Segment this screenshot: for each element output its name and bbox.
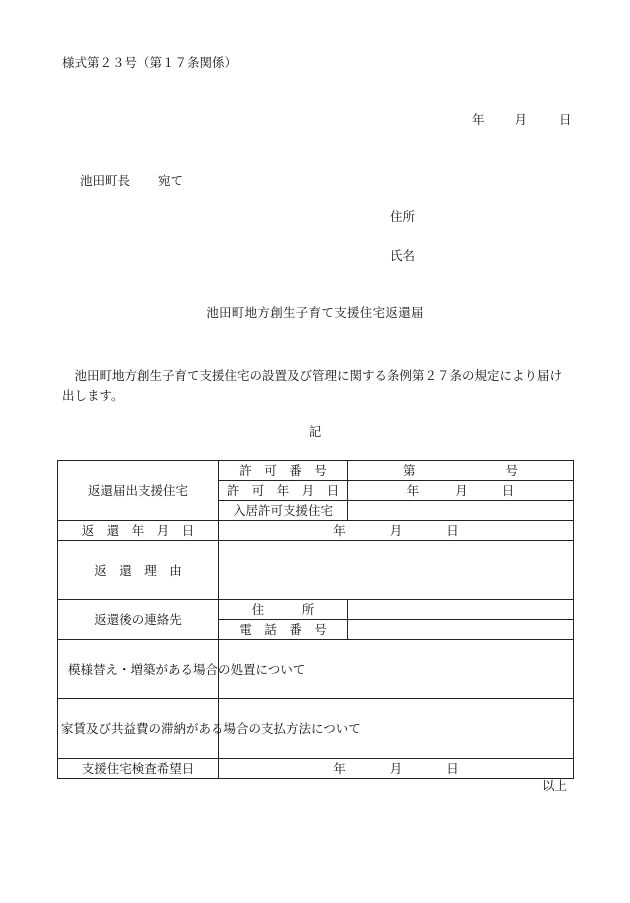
document-title: 池田町地方創生子育て支援住宅返還届 (206, 305, 424, 320)
contact-phone-field[interactable] (348, 620, 574, 640)
return-month: 月 (389, 523, 403, 538)
arrears-label: 家賃及び共益費の滞納がある場合の支払方法について (58, 699, 219, 759)
permit-month: 月 (455, 483, 468, 498)
return-date-field[interactable] (219, 521, 574, 541)
closing-mark: 以上 (542, 778, 568, 793)
return-year: 年 (333, 523, 346, 538)
addressee-name: 池田町長 (80, 173, 131, 188)
remodel-label: 模様替え・増築がある場合の処置について (58, 640, 219, 699)
date-day: 日 (559, 112, 572, 127)
contact-phone-label: 電 話 番 号 (219, 620, 348, 640)
permit-number-field[interactable] (348, 461, 574, 481)
inspection-label: 支援住宅検査希望日 (58, 759, 219, 779)
applicant-name-label: 氏名 (390, 248, 416, 263)
contact-label: 返還後の連絡先 (58, 600, 219, 640)
permit-day: 日 (501, 483, 515, 498)
body-sentence: 池田町地方創生子育て支援住宅の設置及び管理に関する条例第２７条の規定により届け出します。 (62, 368, 563, 403)
permit-number-prefix: 第 (402, 463, 416, 478)
inspection-date-field[interactable] (219, 759, 574, 779)
date-year: 年 (472, 112, 485, 127)
move-in-house-label: 入居許可支援住宅 (219, 501, 348, 521)
return-form-table (57, 460, 574, 779)
addressee-suffix: 宛て (158, 173, 184, 188)
contact-address-field[interactable] (348, 600, 574, 620)
inspection-year: 年 (333, 761, 346, 776)
applicant-address-label: 住所 (390, 209, 416, 224)
form-number: 様式第２３号（第１７条関係） (62, 55, 238, 70)
inspection-month: 月 (389, 761, 403, 776)
contact-address-label: 住 所 (219, 600, 348, 620)
return-date-label: 返 還 年 月 日 (58, 521, 219, 541)
permit-date-label: 許 可 年 月 日 (219, 481, 348, 501)
ki-marker: 記 (308, 424, 322, 439)
return-day: 日 (446, 523, 459, 538)
returned-house-header: 返還届出支援住宅 (58, 461, 219, 521)
submission-date (472, 114, 572, 127)
inspection-day: 日 (446, 761, 459, 776)
date-month: 月 (514, 112, 528, 127)
permit-number-suffix: 号 (505, 463, 519, 478)
move-in-house-field[interactable] (348, 501, 574, 521)
permit-number-label: 許 可 番 号 (219, 461, 348, 481)
body-text (62, 366, 572, 406)
return-reason-field[interactable] (219, 541, 574, 600)
return-reason-label: 返 還 理 由 (58, 541, 219, 600)
permit-year: 年 (406, 483, 420, 498)
permit-date-field[interactable] (348, 481, 574, 501)
